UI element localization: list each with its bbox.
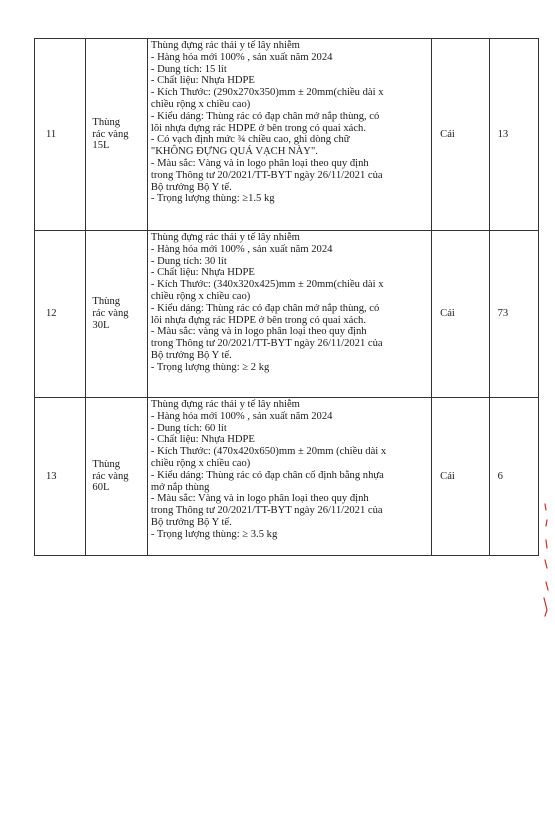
description-line: - Hàng hóa mới 100% , sản xuất năm 2024 [150,51,333,63]
description-line: - Kích Thước: (290x270x350)mm ± 20mm(chiều dài x [150,87,384,99]
description-line: - Màu sắc: vàng và in logo phân loại theo quy định [150,326,367,338]
description-line: - Màu sắc: Vàng và in logo phân loại theo quy định [150,157,369,169]
item-name-cell [86,231,147,398]
description-line: - Dung tích: 60 lít [150,422,227,434]
item-name-cell [86,398,147,556]
description-line: - Kiểu dáng: Thùng rác có đạp chân mở nắp thùng, có [150,302,380,314]
description-line: "KHÔNG ĐỰNG QUÁ VẠCH NÀY". [150,146,318,158]
description-line: Bộ trưởng Bộ Y tế. [150,181,232,193]
description-line: chiều rộng x chiều cao) [150,457,251,469]
description-line: - Hàng hóa mới 100% , sản xuất năm 2024 [150,410,333,422]
description-line: chiều rộng x chiều cao) [150,290,251,302]
description-line: - Hàng hóa mới 100% , sản xuất năm 2024 [150,243,333,255]
quantity-cell: 6 [489,398,538,556]
item-name-line: 30L [92,319,110,331]
description-line: - Màu sắc: Vàng và in logo phân loại theo quy định [150,493,369,505]
description-line: Bộ trưởng Bộ Y tế. [150,516,232,528]
description-line: trong Thông tư 20/2021/TT-BYT ngày 26/11/2021 của [150,338,383,350]
description-line: Thùng đựng rác thải y tế lây nhiễm [150,399,300,410]
item-name-line: Thùng [92,458,121,470]
item-name-line: 15L [92,140,110,152]
quantity-cell: 13 [489,39,538,231]
description-line: trong Thông tư 20/2021/TT-BYT ngày 26/11/2021 của [150,169,383,181]
description-line: mở nắp thùng [150,481,210,493]
row-number-cell: 12 [35,231,86,398]
unit-cell: Cái [432,39,489,231]
description-line: chiều rộng x chiều cao) [150,98,251,110]
description-line: - Có vạch định mức ¾ chiều cao, ghi dòng chữ [150,134,350,146]
description-line: - Trọng lượng thùng: ≥1.5 kg [150,193,275,205]
description-line: - Trọng lượng thùng: ≥ 2 kg [150,361,270,373]
item-name-line: Thùng [92,296,121,308]
item-description-cell [147,231,431,398]
item-name-line: rác vàng [92,128,129,140]
description-line: - Chất liệu: Nhựa HDPE [150,267,255,279]
description-line: - Dung tích: 30 lít [150,255,227,267]
row-number-cell: 13 [35,398,86,556]
table-row [35,231,539,398]
signature-stroke-mark [541,500,551,620]
table-row [35,39,539,231]
description-line: - Trọng lượng thùng: ≥ 3.5 kg [150,528,278,540]
description-line: - Kiểu dáng: Thùng rác có đạp chân cố định bằng nhựa [150,469,384,481]
description-line: Bộ trưởng Bộ Y tế. [150,349,232,361]
table-row [35,398,539,556]
quantity-cell: 73 [489,231,538,398]
row-number-cell: 11 [35,39,86,231]
description-line: - Dung tích: 15 lít [150,63,227,75]
description-line: - Kích Thước: (470x420x650)mm ± 20mm (chiều dài x [150,446,387,458]
item-name-line: rác vàng [92,308,129,320]
description-line: trong Thông tư 20/2021/TT-BYT ngày 26/11/2021 của [150,505,383,517]
unit-cell: Cái [432,398,489,556]
description-line: - Kiểu dáng: Thùng rác có đạp chân mở nắp thùng, có [150,110,380,122]
item-name-line: rác vàng [92,470,129,482]
description-line: Thùng đựng rác thải y tế lây nhiễm [150,40,300,51]
description-line: - Chất liệu: Nhựa HDPE [150,434,255,446]
description-line: lõi nhựa đựng rác HDPE ở bên trong có quai xách. [150,314,366,326]
description-line: Thùng đựng rác thải y tế lây nhiễm [150,232,300,243]
product-table [34,38,539,556]
item-name-cell [86,39,147,231]
unit-cell: Cái [432,231,489,398]
description-line: - Chất liệu: Nhựa HDPE [150,75,255,87]
item-name-line: 60L [92,482,110,494]
description-line: lõi nhựa đựng rác HDPE ở bên trong có quai xách. [150,122,366,134]
item-name-line: Thùng [92,116,121,128]
description-line: - Kích Thước: (340x320x425)mm ± 20mm(chiều dài x [150,279,384,291]
item-description-cell [147,39,431,231]
item-description-cell [147,398,431,556]
